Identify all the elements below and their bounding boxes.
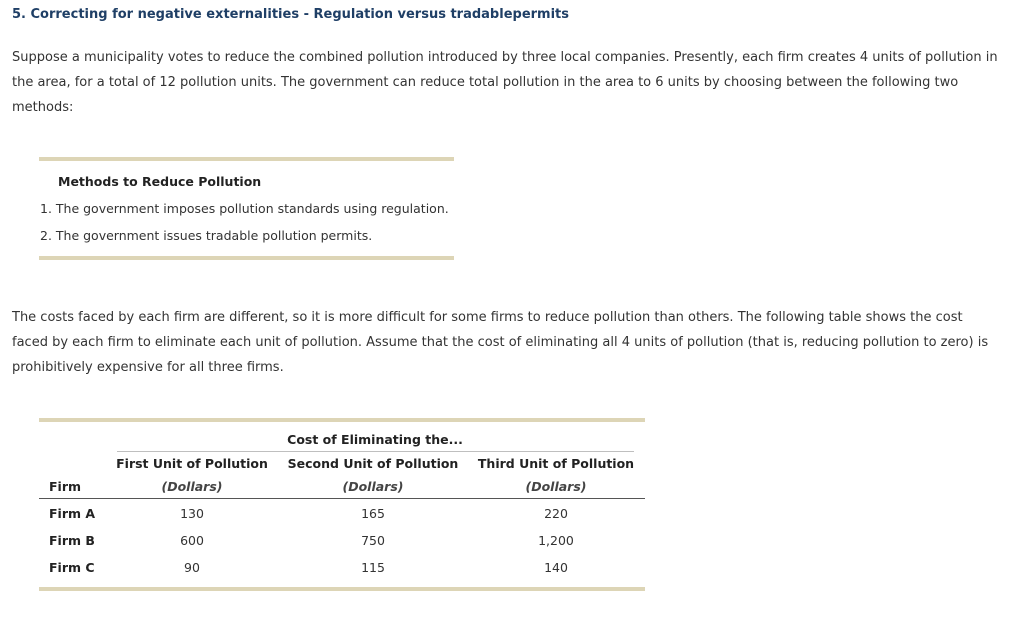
cell-value: 600 bbox=[180, 533, 204, 548]
method-item-regulation: 1. The government imposes pollution standards using regulation. bbox=[40, 201, 449, 216]
cell-value: 220 bbox=[544, 506, 568, 521]
group-header-underline bbox=[117, 451, 634, 452]
row-firm-label: Firm A bbox=[49, 506, 96, 521]
cell-value: 140 bbox=[544, 560, 568, 575]
col-unit-first: (Dollars) bbox=[161, 479, 223, 494]
methods-heading: Methods to Reduce Pollution bbox=[58, 174, 262, 189]
table-bottom-rule bbox=[39, 587, 645, 591]
cell-value: 165 bbox=[361, 506, 385, 521]
cell-value: 750 bbox=[361, 533, 385, 548]
cell-value: 90 bbox=[184, 560, 200, 575]
col-header-firm: Firm bbox=[49, 479, 82, 494]
col-header-first: First Unit of Pollution bbox=[116, 456, 268, 471]
col-unit-second: (Dollars) bbox=[342, 479, 404, 494]
cell-value: 115 bbox=[361, 560, 385, 575]
row-firm-label: Firm C bbox=[49, 560, 95, 575]
table-top-rule bbox=[39, 418, 645, 422]
row-firm-label: Firm B bbox=[49, 533, 95, 548]
col-header-third: Third Unit of Pollution bbox=[477, 456, 635, 471]
methods-bottom-rule bbox=[39, 256, 454, 260]
intro-paragraph: Suppose a municipality votes to reduce the combined pollution introduced by three local companies. Presently, each firm creates 4 units of pollution in the area, for a total of 12 pollution units. The government can reduce total pollution in the area to 6 units by choosing between the following two methods: bbox=[12, 50, 998, 115]
cost-paragraph: The costs faced by each firm are different, so it is more difficult for some firms to reduce pollution than others. The following table shows the cost faced by each firm to eliminate each unit of pollution. Assume that the cost of eliminating all 4 units of pollution (that is, reducing pollution to zero) is prohibitively expensive for all three firms. bbox=[12, 310, 989, 375]
cell-value: 130 bbox=[180, 506, 204, 521]
method-item-permits: 2. The government issues tradable pollution permits. bbox=[40, 228, 373, 243]
col-header-second: Second Unit of Pollution bbox=[287, 456, 459, 471]
col-unit-third: (Dollars) bbox=[525, 479, 587, 494]
cell-value: 1,200 bbox=[538, 533, 574, 548]
methods-top-rule bbox=[39, 157, 454, 161]
header-divider bbox=[39, 498, 645, 499]
table-group-header: Cost of Eliminating the... bbox=[287, 432, 463, 447]
page-title: 5. Correcting for negative externalities - Regulation versus tradablepermits bbox=[12, 7, 570, 22]
